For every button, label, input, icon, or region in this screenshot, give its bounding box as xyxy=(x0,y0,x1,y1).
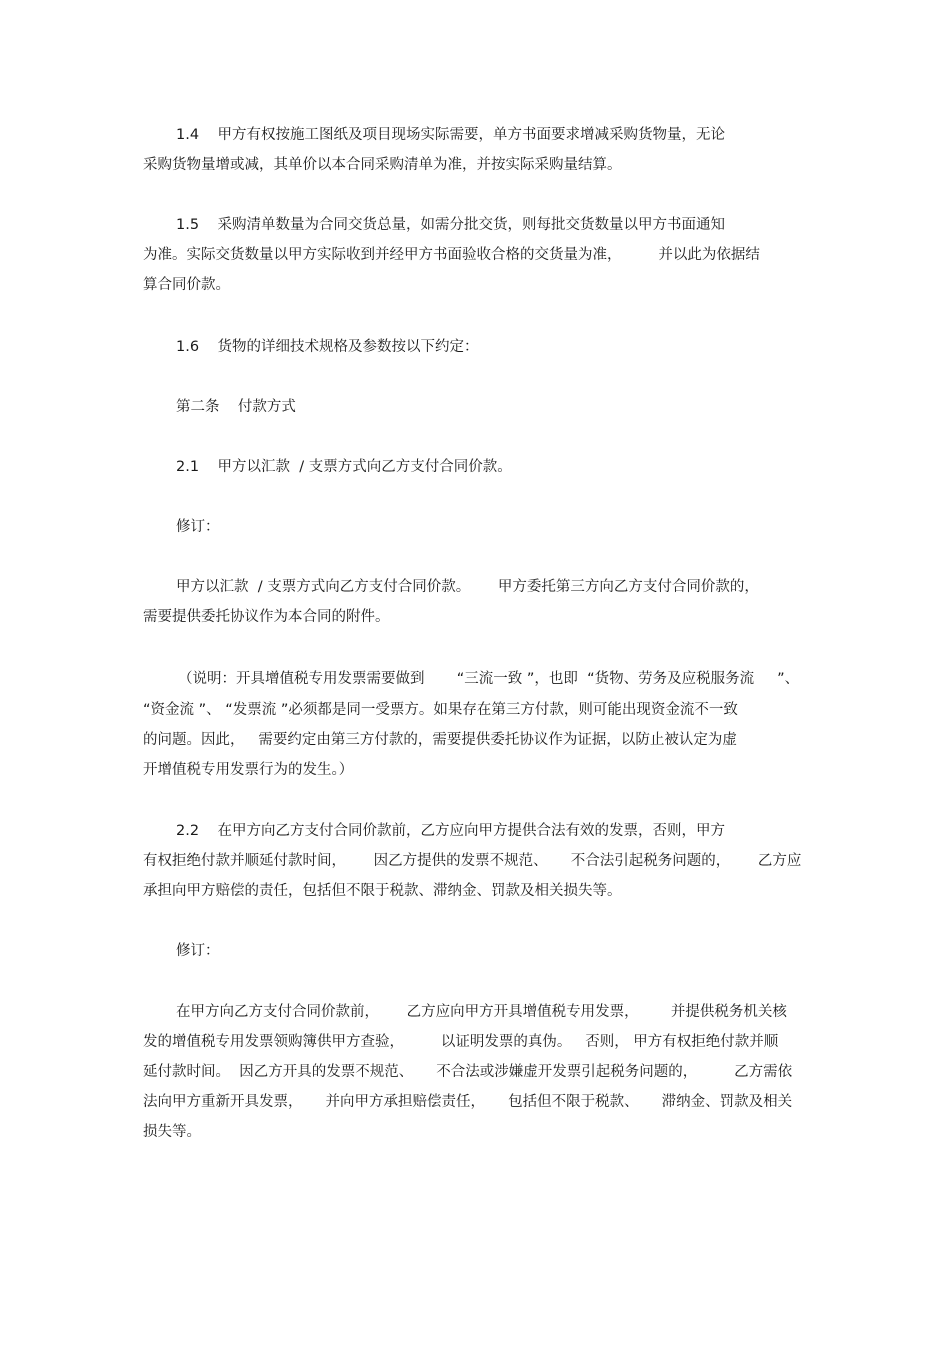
revision-2-2-line-1: 在甲方向乙方支付合同价款前， 乙方应向甲方开具增值税专用发票， 并提供税务机关核 xyxy=(176,1004,787,1020)
note-line-1: （说明：开具增值税专用发票需要做到 “三流一致 ”，也即 “货物、劳务及应税服务流 ”、 xyxy=(178,671,800,687)
revision-2-2-line-2: 发的增值税专用发票领购簿供甲方查验， 以证明发票的真伪。 否则， 甲方有权拒绝付款并顺 xyxy=(143,1034,779,1050)
revision-2-1-line-2: 需要提供委托协议作为本合同的附件。 xyxy=(143,609,390,625)
para-2-2-line-2: 有权拒绝付款并顺延付款时间， 因乙方提供的发票不规范、 不合法引起税务问题的， 乙方应 xyxy=(143,853,802,869)
revision-label-2: 修订： xyxy=(176,943,220,959)
note-line-2: “资金流 ”、 “发票流 ”必须都是同一受票方。如果存在第三方付款，则可能出现资金流不一致 xyxy=(143,702,738,718)
para-2-1: 2.1 甲方以汇款 / 支票方式向乙方支付合同价款。 xyxy=(176,459,512,475)
para-1-5-line-2: 为准。实际交货数量以甲方实际收到并经甲方书面验收合格的交货量为准， 并以此为依据结 xyxy=(143,247,760,263)
note-line-4: 开增值税专用发票行为的发生。） xyxy=(143,762,354,778)
revision-2-2-line-4: 法向甲方重新开具发票， 并向甲方承担赔偿责任， 包括但不限于税款、 滞纳金、罚款及相关 xyxy=(143,1094,793,1110)
para-1-5-line-3: 算合同价款。 xyxy=(143,277,230,293)
para-1-6: 1.6 货物的详细技术规格及参数按以下约定： xyxy=(176,339,479,355)
revision-label-1: 修订： xyxy=(176,519,220,535)
revision-2-2-line-3: 延付款时间。 因乙方开具的发票不规范、 不合法或涉嫌虚开发票引起税务问题的， 乙方需依 xyxy=(143,1064,793,1080)
note-line-3: 的问题。因此， 需要约定由第三方付款的，需要提供委托协议作为证据，以防止被认定为虚 xyxy=(143,732,737,748)
revision-2-2-line-5: 损失等。 xyxy=(143,1124,201,1140)
para-1-4-line-2: 采购货物量增或减，其单价以本合同采购清单为准，并按实际采购量结算。 xyxy=(143,157,622,173)
para-1-4-line-1: 1.4 甲方有权按施工图纸及项目现场实际需要，单方书面要求增减采购货物量，无论 xyxy=(176,127,725,143)
para-1-5-line-1: 1.5 采购清单数量为合同交货总量，如需分批交货，则每批交货数量以甲方书面通知 xyxy=(176,217,725,233)
revision-2-1-line-1: 甲方以汇款 / 支票方式向乙方支付合同价款。 甲方委托第三方向乙方支付合同价款的， xyxy=(176,579,759,595)
article-2-heading: 第二条 付款方式 xyxy=(176,399,296,415)
para-2-2-line-1: 2.2 在甲方向乙方支付合同价款前，乙方应向甲方提供合法有效的发票，否则，甲方 xyxy=(176,823,725,839)
para-2-2-line-3: 承担向甲方赔偿的责任，包括但不限于税款、滞纳金、罚款及相关损失等。 xyxy=(143,883,622,899)
